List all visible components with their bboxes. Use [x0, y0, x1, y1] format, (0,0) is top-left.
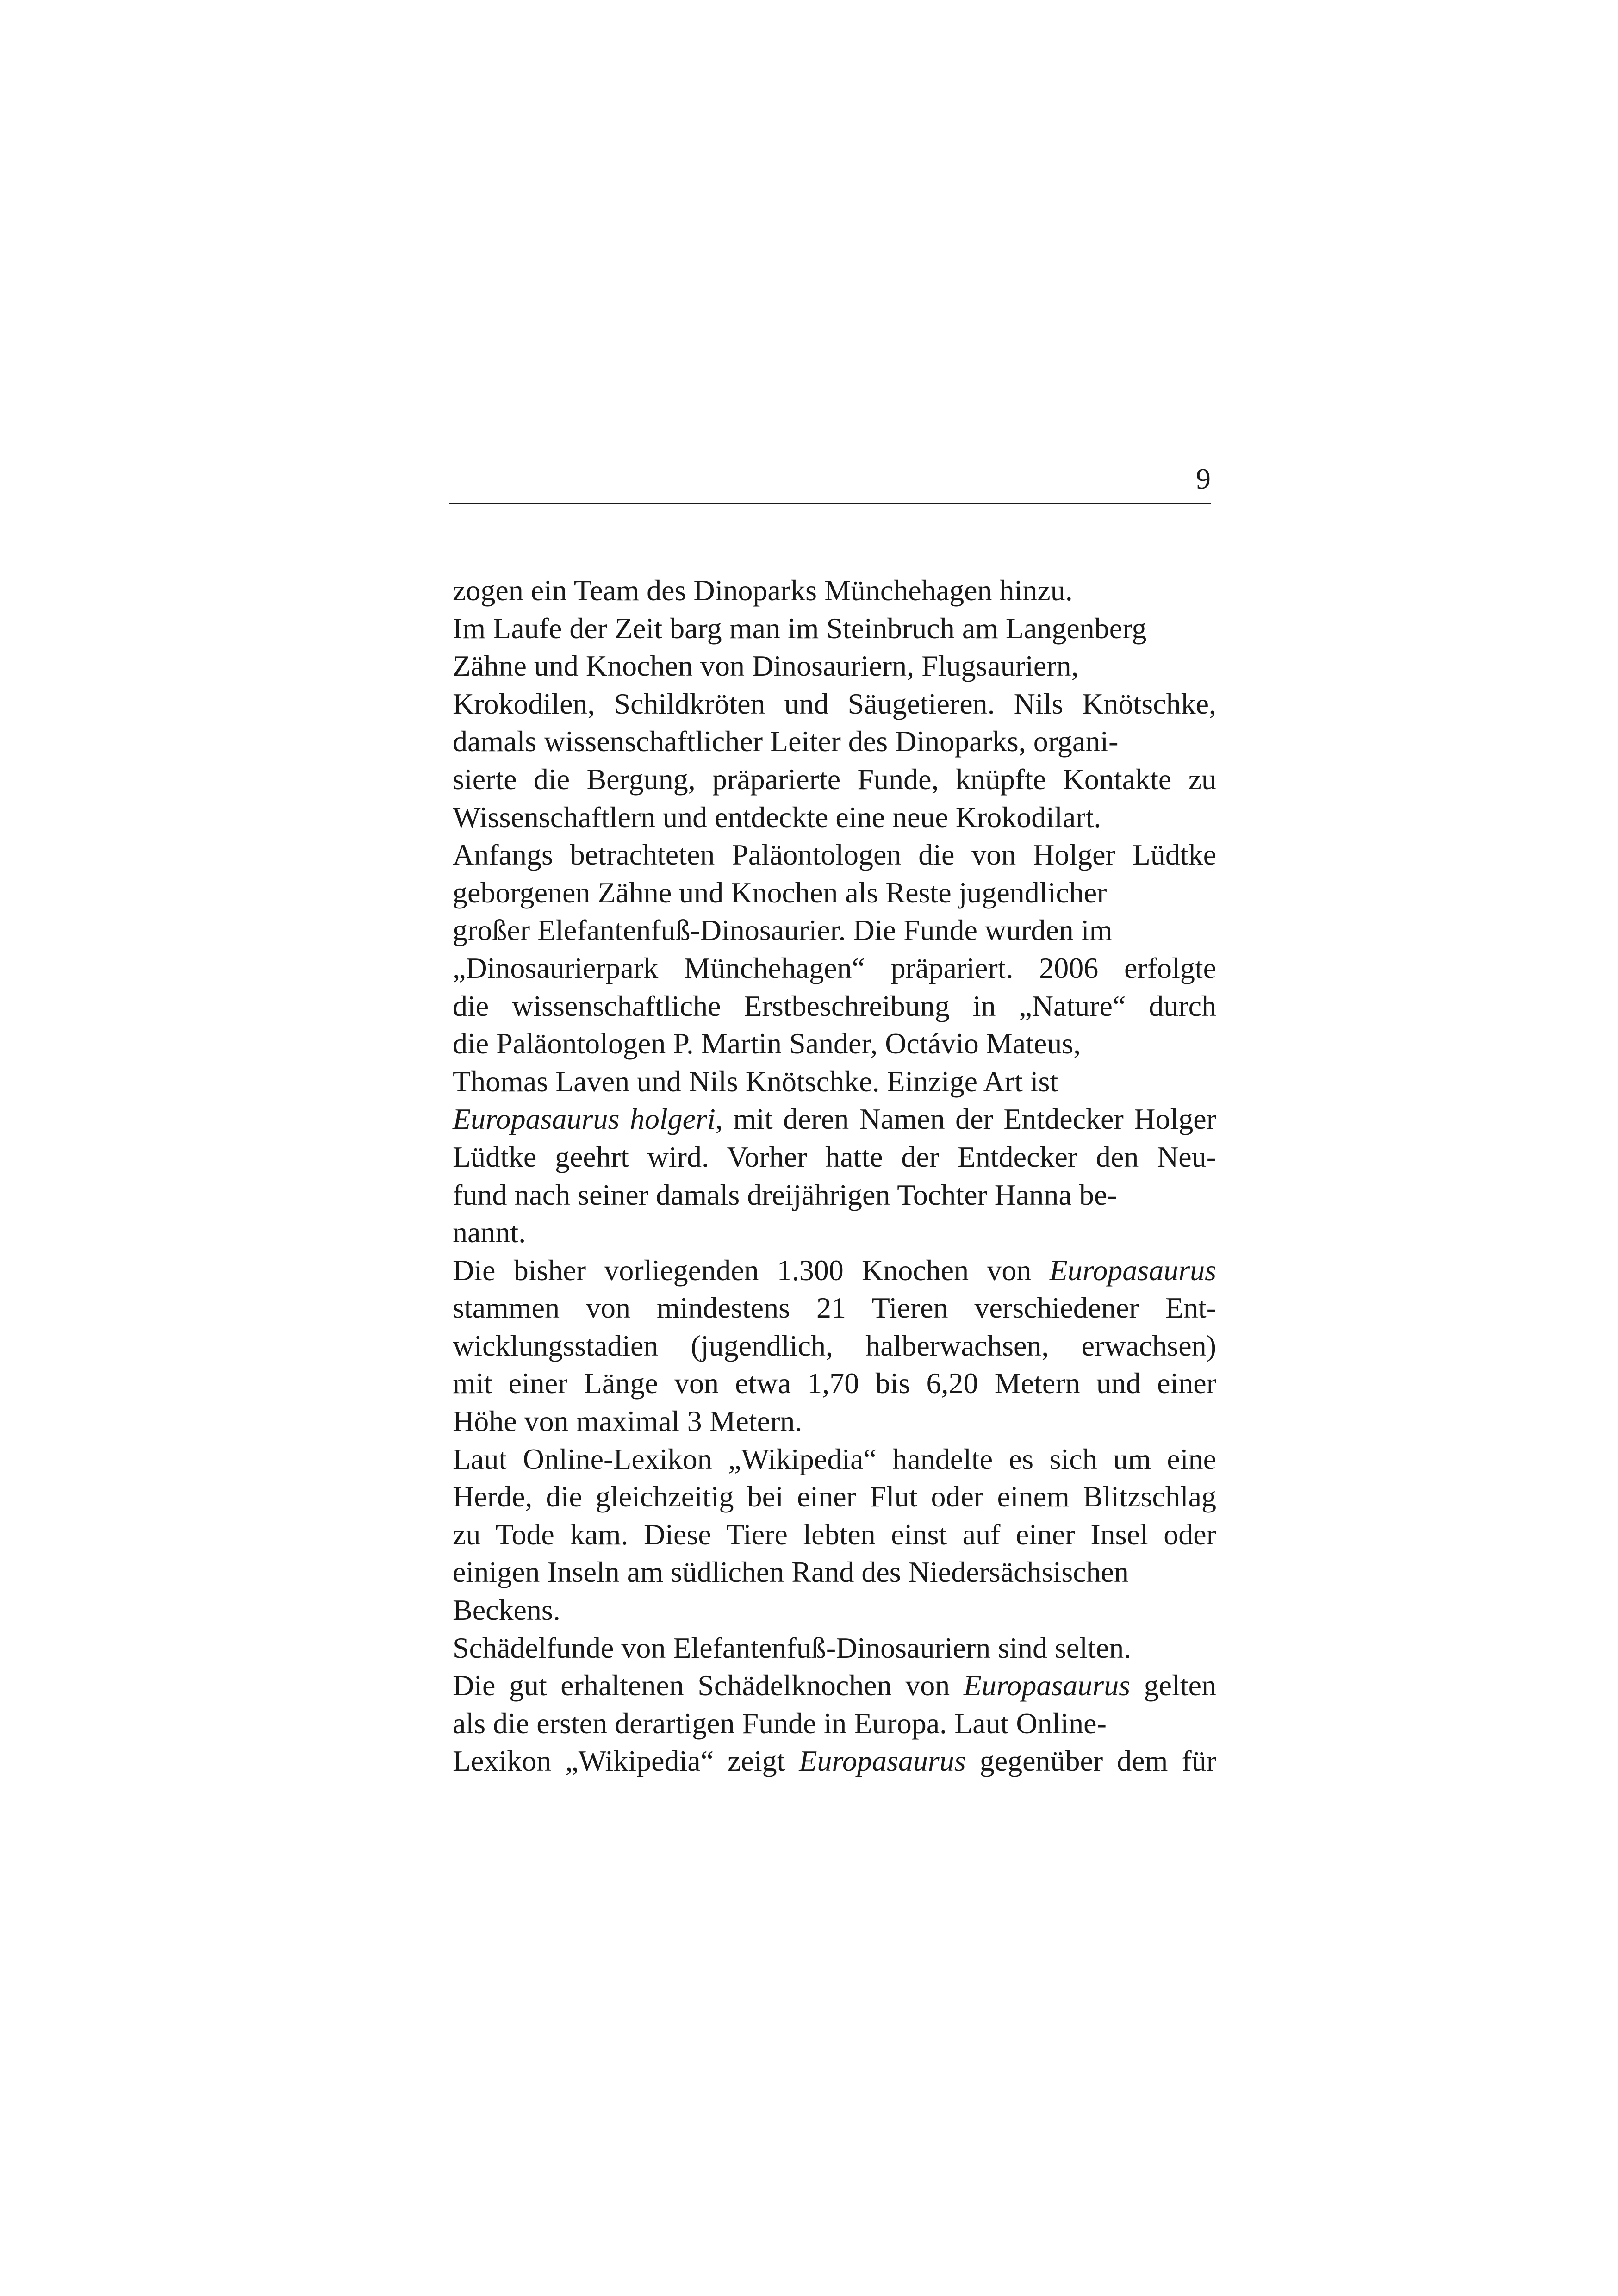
text-line: Zähne und Knochen von Dinosauriern, Flugsauriern, [453, 649, 1079, 683]
text-line [453, 1742, 1216, 1780]
page-number: 9 [1196, 462, 1211, 495]
species-name: Europasaurus [963, 1669, 1131, 1702]
text-line: geborgenen Zähne und Knochen als Reste jugendlicher [453, 876, 1107, 909]
text-line [453, 1251, 1216, 1289]
text-segment: Lexikon „Wikipedia“ zeigt [453, 1744, 799, 1778]
text-line: Krokodilen, Schildkröten und Säugetieren. Nils Knötschke, [453, 687, 1216, 720]
text-line: einigen Inseln am südlichen Rand des Niedersächsischen [453, 1556, 1129, 1589]
text-segment: gegenüber dem für [965, 1744, 1216, 1778]
species-name: Europasaurus [799, 1744, 966, 1778]
text-line: die Paläontologen P. Martin Sander, Octávio Mateus, [453, 1027, 1081, 1060]
text-line: Lüdtke geehrt wird. Vorher hatte der Entdecker den Neu- [453, 1140, 1216, 1173]
text-line: großer Elefantenfuß-Dinosaurier. Die Funde wurden im [453, 914, 1113, 947]
text-line: „Dinosaurierpark Münchehagen“ präpariert. 2006 erfolgte [453, 951, 1216, 984]
text-line: Laut Online-Lexikon „Wikipedia“ handelte es sich um eine [453, 1442, 1216, 1475]
text-line: Herde, die gleichzeitig bei einer Flut oder einem Blitzschlag [453, 1480, 1216, 1513]
text-line: die wissenschaftliche Erstbeschreibung in „Nature“ durch [453, 989, 1216, 1022]
text-segment: gelten [1130, 1669, 1216, 1702]
header-rule [449, 503, 1211, 504]
text-line: Thomas Laven und Nils Knötschke. Einzige Art ist [453, 1064, 1058, 1098]
text-line: Anfangs betrachteten Paläontologen die von Holger Lüdtke [453, 838, 1216, 871]
text-line: damals wissenschaftlicher Leiter des Dinoparks, organi- [453, 725, 1119, 758]
text-line: Wissenschaftlern und entdeckte eine neue Krokodilart. [453, 800, 1101, 834]
text-line: stammen von mindestens 21 Tieren verschiedener Ent- [453, 1291, 1216, 1325]
text-line: zu Tode kam. Diese Tiere lebten einst auf einer Insel oder [453, 1518, 1216, 1551]
text-segment: Die bisher vorliegenden 1.300 Knochen von [453, 1253, 1050, 1287]
body-text [453, 572, 1216, 1780]
text-line: Beckens. [453, 1593, 560, 1627]
species-name: Europasaurus holgeri [453, 1102, 716, 1136]
text-line: Im Laufe der Zeit barg man im Steinbruch am Langenberg [453, 611, 1147, 645]
text-segment: Die gut erhaltenen Schädelknochen von [453, 1669, 964, 1702]
text-line: fund nach seiner damals dreijährigen Tochter Hanna be- [453, 1178, 1117, 1211]
text-line: wicklungsstadien (jugendlich, halberwachsen, erwachsen) [453, 1329, 1216, 1362]
text-line [453, 1667, 1216, 1705]
text-line: Höhe von maximal 3 Metern. [453, 1405, 803, 1438]
text-line: zogen ein Team des Dinoparks Münchehagen hinzu. [453, 574, 1073, 607]
text-segment: , mit deren Namen der Entdecker Holger [715, 1102, 1217, 1136]
text-line: als die ersten derartigen Funde in Europa. Laut Online- [453, 1706, 1107, 1740]
text-line [453, 1100, 1216, 1138]
text-line: sierte die Bergung, präparierte Funde, knüpfte Kontakte zu [453, 762, 1216, 796]
text-line: nannt. [453, 1216, 526, 1249]
text-line: Schädelfunde von Elefantenfuß-Dinosauriern sind selten. [453, 1631, 1132, 1664]
species-name: Europasaurus [1049, 1253, 1216, 1287]
text-line: mit einer Länge von etwa 1,70 bis 6,20 Metern und einer [453, 1367, 1216, 1400]
